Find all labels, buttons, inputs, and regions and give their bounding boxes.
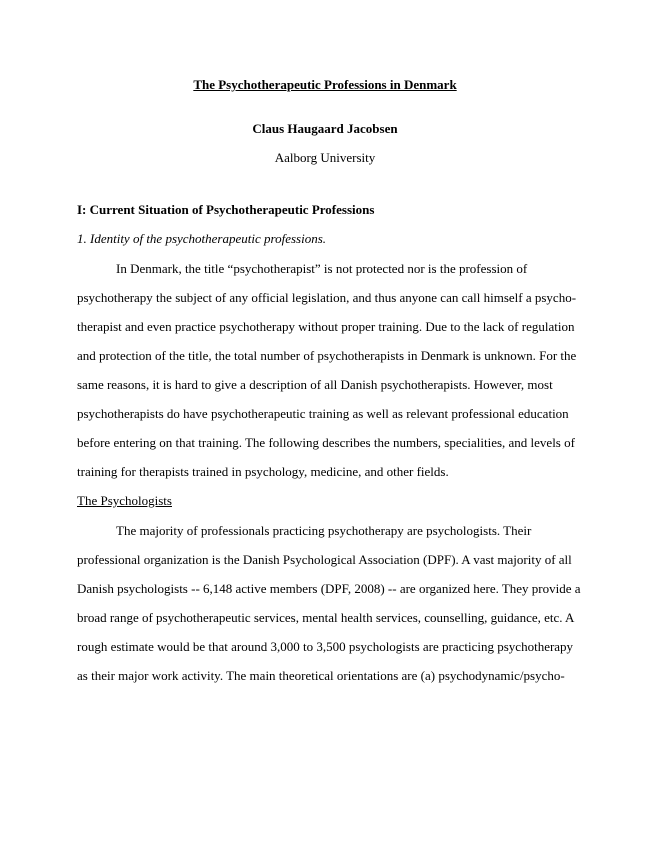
paragraph-line: psychotherapists do have psychotherapeutic training as well as relevant professional education	[77, 406, 569, 421]
paragraph-line: professional organization is the Danish Psychological Association (DPF). A vast majority of all	[77, 552, 572, 567]
paragraph-line: Danish psychologists -- 6,148 active members (DPF, 2008) -- are organized here. They provide a	[77, 581, 581, 596]
document-title: The Psychotherapeutic Professions in Denmark	[193, 77, 457, 92]
paragraph-line: In Denmark, the title “psychotherapist” is not protected nor is the profession of	[116, 261, 528, 276]
paragraph-line: and protection of the title, the total number of psychotherapists in Denmark is unknown. For the	[77, 348, 577, 363]
paragraph-line: as their major work activity. The main theoretical orientations are (a) psychodynamic/psycho-	[77, 668, 565, 683]
paragraph-line: before entering on that training. The following describes the numbers, specialities, and levels of	[77, 435, 575, 450]
paragraph-line: same reasons, it is hard to give a description of all Danish psychotherapists. However, most	[77, 377, 553, 392]
paragraph-line: broad range of psychotherapeutic services, mental health services, counselling, guidance, etc. A	[77, 610, 575, 625]
paragraph-line: therapist and even practice psychotherapy without proper training. Due to the lack of regulation	[77, 319, 575, 334]
author-affiliation: Aalborg University	[274, 150, 376, 165]
paragraph-line: psychotherapy the subject of any official legislation, and thus anyone can call himself a psycho-	[77, 290, 577, 305]
paragraph-line: training for therapists trained in psychology, medicine, and other fields.	[77, 464, 449, 479]
paragraph-line: The majority of professionals practicing psychotherapy are psychologists. Their	[116, 523, 532, 538]
subsection-heading: 1. Identity of the psychotherapeutic professions.	[77, 231, 326, 246]
author-name: Claus Haugaard Jacobsen	[252, 121, 398, 136]
psychologists-heading: The Psychologists	[77, 493, 172, 508]
section-heading: I: Current Situation of Psychotherapeutic Professions	[77, 202, 375, 217]
paragraph-line: rough estimate would be that around 3,000 to 3,500 psychologists are practicing psychotherapy	[77, 639, 574, 654]
